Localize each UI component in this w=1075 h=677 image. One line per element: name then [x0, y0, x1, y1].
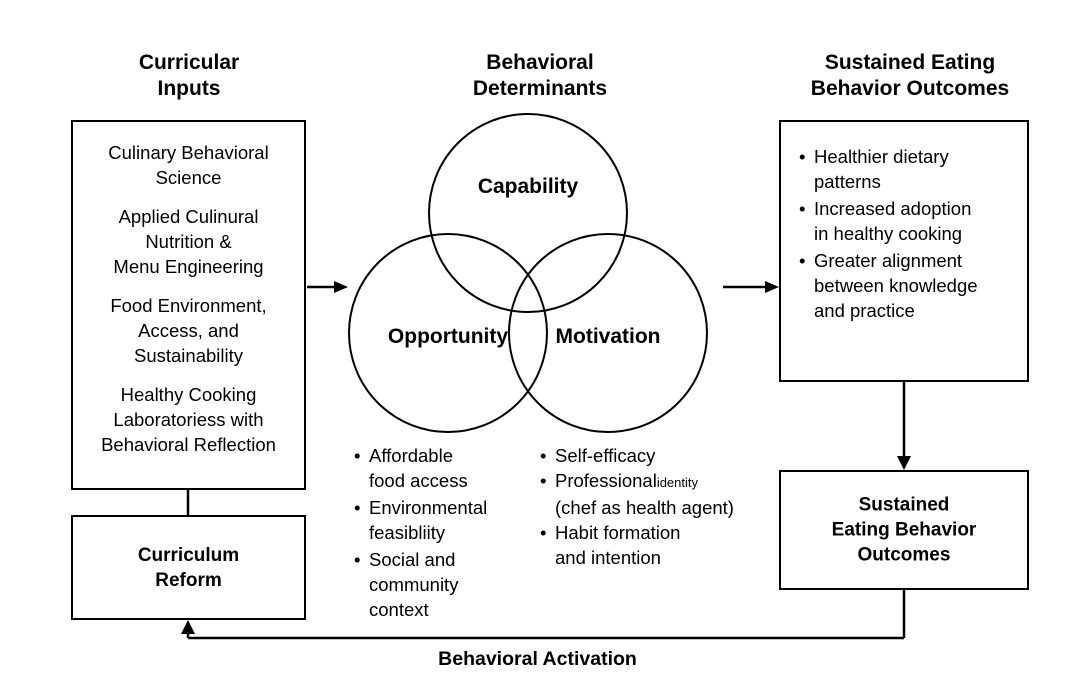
list-item	[538, 443, 783, 468]
curricular-input-item: Healthy Cooking Laboratoriess with Behavioral Reflection	[101, 384, 276, 455]
curricular-inputs-box	[71, 120, 306, 490]
opportunity-bullet-list	[352, 443, 532, 624]
motivation-label: Motivation	[555, 325, 661, 348]
motivation-bullet-subtext: (chef as health agent)	[555, 497, 734, 518]
motivation-bullet-note: identity	[656, 475, 699, 490]
curricular-inputs-list	[73, 140, 304, 457]
motivation-bullet-text: Self-efficacy	[555, 445, 656, 466]
outcomes-box	[779, 120, 1029, 382]
curriculum-reform-box	[71, 515, 306, 620]
motivation-bullet-text: Professional	[555, 470, 657, 491]
behavioral-activation-label: Behavioral Activation	[438, 648, 637, 670]
list-item: • Increased adoption in healthy cooking	[797, 196, 1017, 246]
sustained-outcomes-label: Sustained Eating Behavior Outcomes	[831, 494, 977, 566]
list-item: • Environmental feasibliity	[352, 495, 532, 545]
curricular-input-item: Culinary Behavioral Science	[108, 142, 269, 188]
list-item: • Affordable food access	[352, 443, 532, 493]
list-item: • Habit formation and intention	[538, 520, 783, 570]
curricular-input-item: Applied Culinural Nutrition & Menu Engineering	[113, 206, 264, 277]
motivation-bullet-list	[538, 443, 783, 570]
curricular-input-item: Food Environment, Access, and Sustainability	[110, 295, 267, 366]
column-title-right: Sustained Eating Behavior Outcomes	[810, 51, 1010, 100]
sustained-outcomes-box	[779, 470, 1029, 590]
list-item: • Healthier dietary patterns	[797, 144, 1017, 194]
column-title-center: Behavioral Determinants	[472, 51, 608, 100]
list-item: • Social and community context	[352, 547, 532, 622]
curriculum-reform-label: Curriculum Reform	[137, 544, 240, 591]
list-item	[538, 468, 783, 520]
opportunity-label: Opportunity	[387, 325, 509, 348]
capability-label: Capability	[477, 175, 579, 198]
column-title-left: Curricular Inputs	[138, 51, 240, 100]
list-item: • Greater alignment between knowledge and practice	[797, 248, 1017, 323]
outcomes-bullet-list	[797, 144, 1017, 325]
